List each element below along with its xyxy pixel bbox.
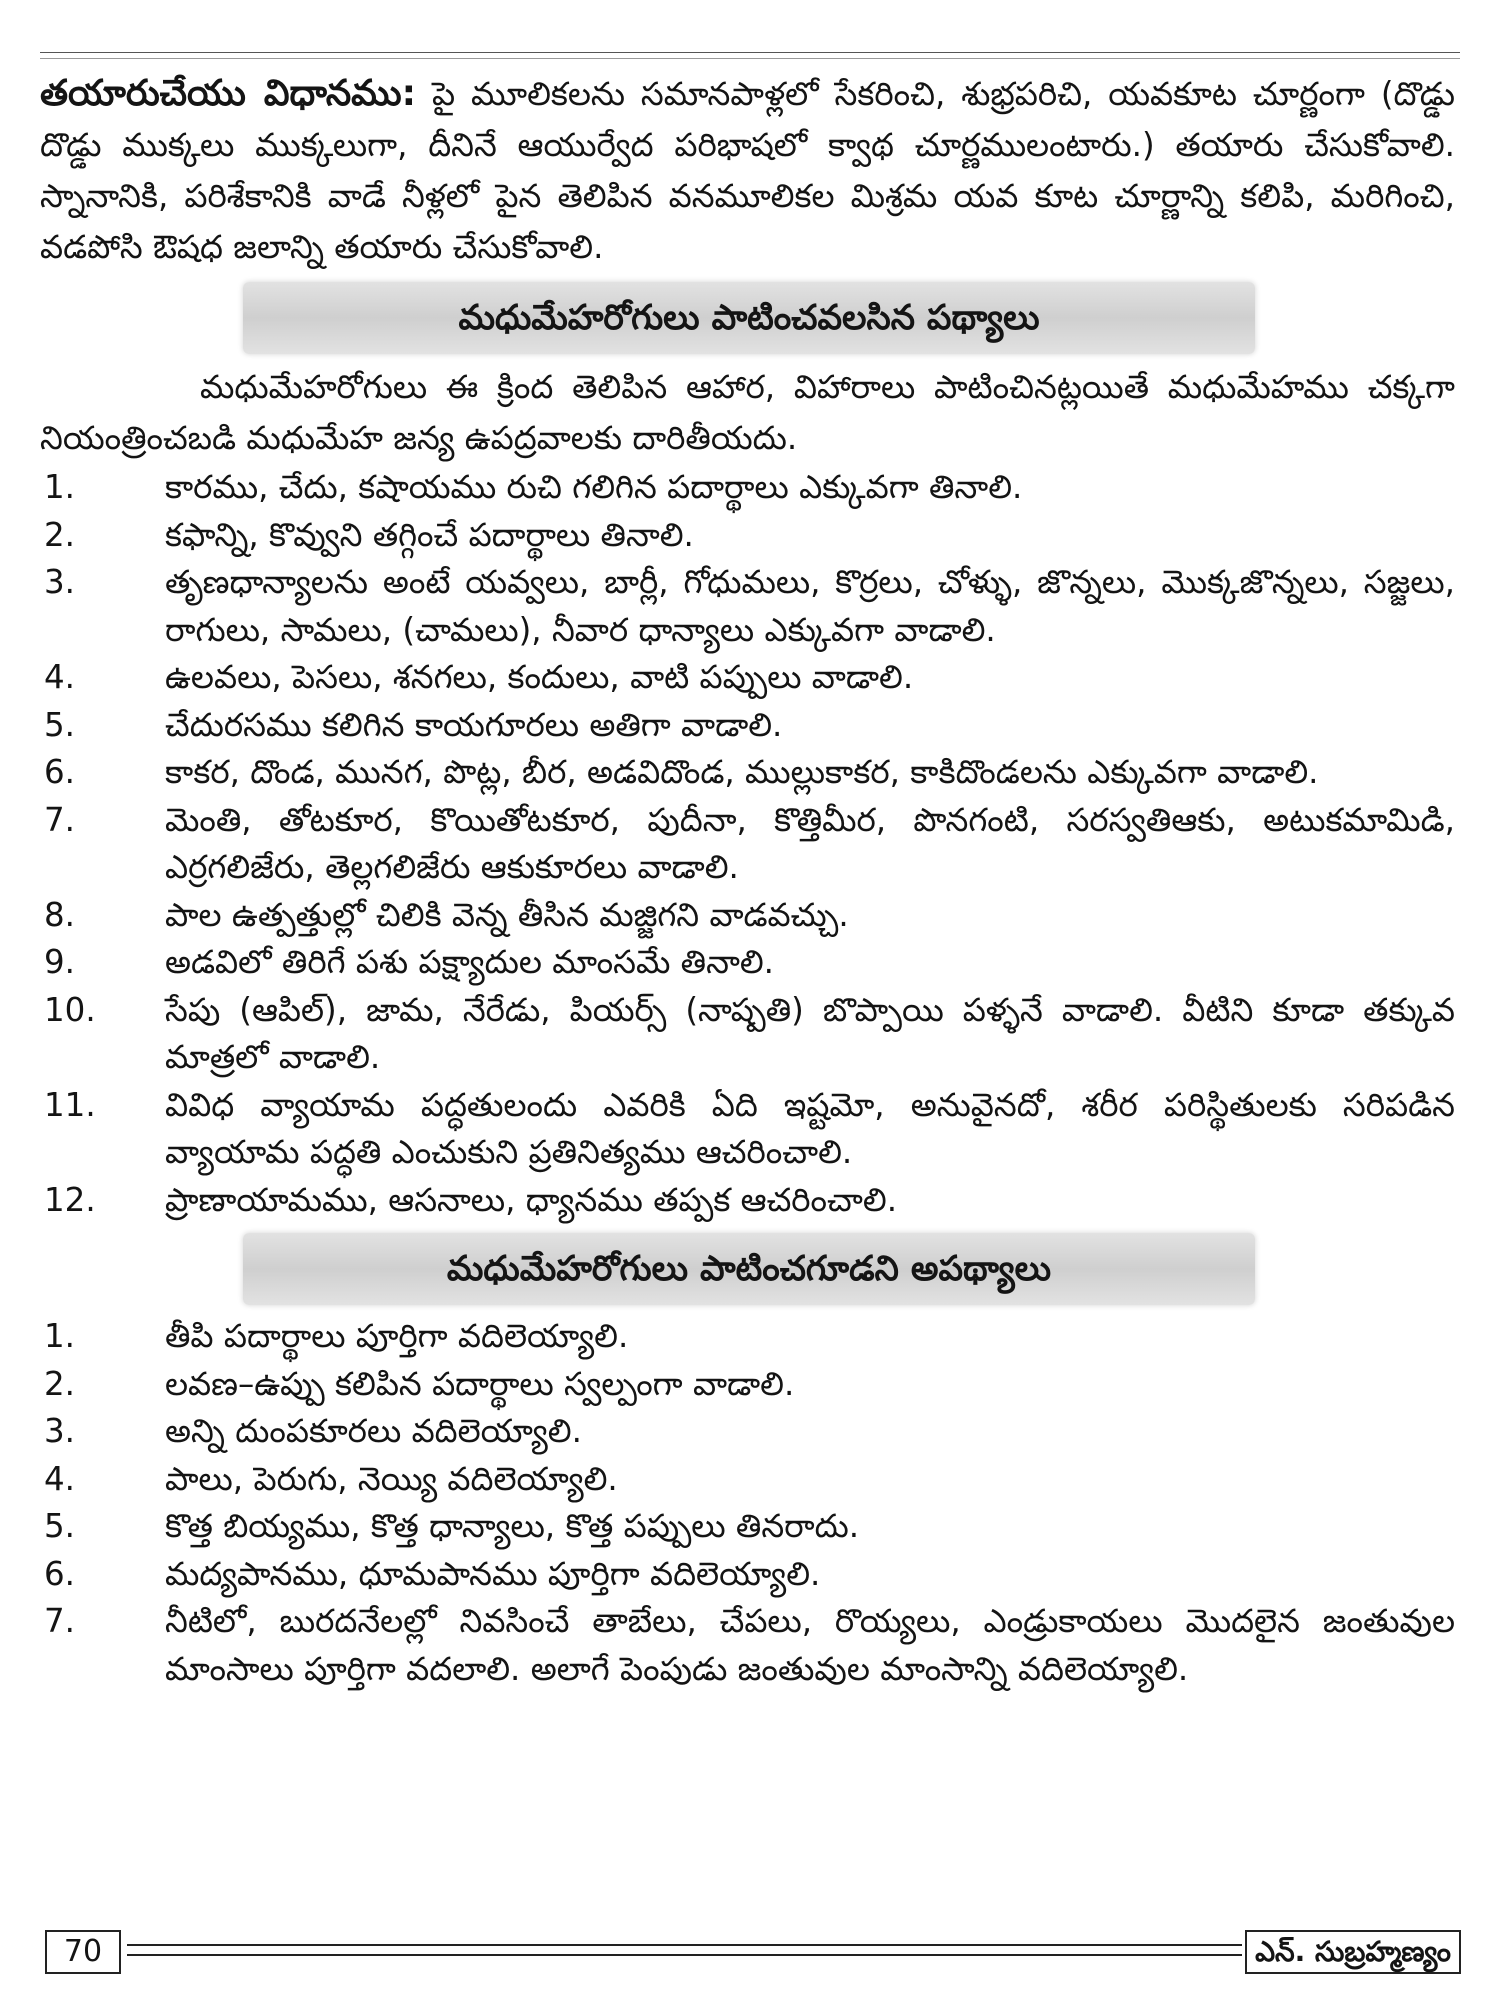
list-item-number: 7.: [44, 800, 76, 839]
list-item: [40, 1408, 1455, 1456]
list-item-number: 6.: [44, 1554, 76, 1593]
list-item-number: 5.: [44, 705, 76, 744]
list-item-number: 4.: [44, 1459, 76, 1498]
page-footer: [45, 1930, 1465, 1974]
list-item: [40, 749, 1455, 797]
list-item-number: 11.: [44, 1085, 96, 1124]
list-item: [40, 1082, 1455, 1177]
list-item: [40, 1503, 1455, 1551]
list-item: [40, 987, 1455, 1082]
list-item-text: చేదురసము కలిగిన కాయగూరలు అతిగా వాడాలి.: [165, 705, 783, 744]
section1-intro: మధుమేహరోగులు ఈ క్రింద తెలిపిన ఆహార, విహారాలు పాటించినట్లయితే మధుమేహము చక్కగా నియంత్రించబడి మధుమేహ జన్య ఉపద్రవాలకు దారితీయదు.: [40, 368, 1455, 457]
top-rule-thin: [40, 58, 1460, 59]
list-item: [40, 1177, 1455, 1225]
list-item-number: 5.: [44, 1507, 76, 1545]
list-item-text: కారము, చేదు, కషాయము రుచి గలిగిన పదార్థాలు ఎక్కువగా తినాలి.: [165, 468, 1023, 506]
section-heading-apathyalu: మధుమేహరోగులు పాటించగూడని అపథ్యాలు: [243, 1233, 1255, 1305]
list-item: [40, 512, 1455, 560]
list-item-number: 9.: [44, 943, 76, 981]
list-item-number: 3.: [44, 563, 76, 601]
list-item-number: 4.: [44, 658, 76, 696]
list-item: [40, 702, 1455, 750]
list-item-text: సేపు (ఆపిల్), జామ, నేరేడు, పియర్స్ (నాష్పతి) బొప్పాయి పళ్ళనే వాడాలి. వీటిని కూడా తక్కువ మాత్రలో వాడాలి.: [165, 990, 1455, 1076]
list-item: [40, 464, 1455, 512]
list-item-text: ఉలవలు, పెసలు, శనగలు, కందులు, వాటి పప్పులు వాడాలి.: [165, 658, 914, 696]
author-name: ఎన్. సుబ్రహ్మణ్యం: [1245, 1930, 1461, 1974]
list-item-number: 2.: [44, 515, 76, 554]
list-item: [40, 797, 1455, 892]
list-item-text: కఫాన్ని, కొవ్వుని తగ్గించే పదార్థాలు తినాలి.: [165, 515, 694, 554]
list-item: [40, 1361, 1455, 1409]
list-item: [40, 939, 1455, 987]
list-item-number: 8.: [44, 895, 76, 934]
list-item: [40, 1313, 1455, 1361]
preparation-paragraph: [40, 68, 1455, 273]
list-item-text: పాలు, పెరుగు, నెయ్యి వదిలెయ్యాలి.: [165, 1459, 618, 1498]
list-item-text: నీటిలో, బురదనేలల్లో నివసించే తాబేలు, చేపలు, రొయ్యలు, ఎండ్రుకాయలు మొదలైన జంతువుల మాంసాలు పూర్తిగా వదలాలి. అలాగే పెంపుడు జంతువుల మాంసాన్ని వదిలెయ్యాలి.: [165, 1602, 1455, 1688]
footer-rule: [127, 1954, 1242, 1956]
list-item-text: వివిధ వ్యాయామ పద్ధతులందు ఎవరికి ఏది ఇష్టమో, అనువైనదో, శరీర పరిస్థితులకు సరిపడిన వ్యాయామ పద్ధతి ఎంచుకుని ప్రతినిత్యము ఆచరించాలి.: [165, 1085, 1455, 1171]
list-item: [40, 1598, 1455, 1693]
list-item: [40, 654, 1455, 702]
list-item-text: అన్ని దుంపకూరలు వదిలెయ్యాలి.: [165, 1412, 582, 1450]
footer-rule: [127, 1944, 1242, 1946]
list-item-text: కొత్త బియ్యము, కొత్త ధాన్యాలు, కొత్త పప్పులు తినరాదు.: [165, 1507, 860, 1545]
list-item-number: 6.: [44, 753, 76, 791]
list-item-text: మద్యపానము, ధూమపానము పూర్తిగా వదిలెయ్యాలి.: [165, 1554, 821, 1593]
top-rule: [40, 52, 1460, 53]
list-item-text: పాల ఉత్పత్తుల్లో చిలికి వెన్న తీసిన మజ్జిగని వాడవచ్చు.: [165, 895, 849, 934]
list-item-number: 12.: [44, 1180, 96, 1219]
list-item-text: అడవిలో తిరిగే పశు పక్ష్యాదుల మాంసమే తినాలి.: [165, 943, 774, 981]
list-item-text: ప్రాణాయామము, ఆసనాలు, ధ్యానము తప్పక ఆచరించాలి.: [165, 1180, 898, 1219]
list-item: [40, 892, 1455, 940]
list-item-number: 10.: [44, 990, 96, 1029]
list-item-number: 1.: [44, 468, 76, 506]
list-item-text: తీపి పదార్థాలు పూర్తిగా వదిలెయ్యాలి.: [165, 1317, 629, 1355]
list-item: [40, 1456, 1455, 1504]
list-item-text: లవణ–ఉప్పు కలిపిన పదార్థాలు స్వల్పంగా వాడాలి.: [165, 1364, 795, 1403]
list-item-number: 7.: [44, 1602, 76, 1640]
list-item-text: మెంతి, తోటకూర, కొయితోటకూర, పుదీనా, కొత్తిమీర, పొనగంటి, సరస్వతిఆకు, అటుకమామిడి, ఎర్రగలిజేరు, తెల్లగలిజేరు ఆకుకూరలు వాడాలి.: [165, 800, 1455, 886]
page-number: 70: [45, 1930, 121, 1974]
list-item-number: 3.: [44, 1412, 76, 1450]
section-heading-pathyalu: మధుమేహరోగులు పాటించవలసిన పథ్యాలు: [243, 282, 1255, 354]
preparation-text: పై మూలికలను సమానపాళ్లలో సేకరించి, శుభ్రపరిచి, యవకూట చూర్ణంగా (దొడ్డు దొడ్డు ముక్కలు ముక్కలుగా, దీనినే ఆయుర్వేద పరిభాషలో క్వాథ చూర్ణములంటారు.) తయారు చేసుకోవాలి. స్నానానికి, పరిశేకానికి వాడే నీళ్లలో పైన తెలిపిన వనమూలికల మిశ్రమ యవ కూట చూర్ణాన్ని కలిపి, మరిగించి, వడపోసి ఔషధ జలాన్ని తయారు చేసుకోవాలి.: [40, 75, 1455, 266]
preparation-heading: తయారుచేయు విధానము:: [40, 73, 417, 114]
list-item-text: కాకర, దొండ, మునగ, పొట్ల, బీర, అడవిదొండ, ముల్లుకాకర, కాకిదొండలను ఎక్కువగా వాడాలి.: [165, 753, 1319, 791]
list-item-number: 2.: [44, 1364, 76, 1403]
list-item: [40, 1551, 1455, 1599]
pathya-list: [40, 464, 1455, 1224]
apathya-list: [40, 1313, 1455, 1693]
list-item: [40, 559, 1455, 654]
list-item-number: 1.: [44, 1317, 76, 1355]
list-item-text: తృణధాన్యాలను అంటే యవ్వలు, బార్లీ, గోధుమలు, కొర్రలు, చోళ్ళు, జొన్నలు, మొక్కజొన్నలు, సజ్జలు, రాగులు, సామలు, (చామలు), నీవార ధాన్యాలు ఎక్కువగా వాడాలి.: [165, 563, 1455, 649]
page-body: [40, 68, 1455, 1693]
